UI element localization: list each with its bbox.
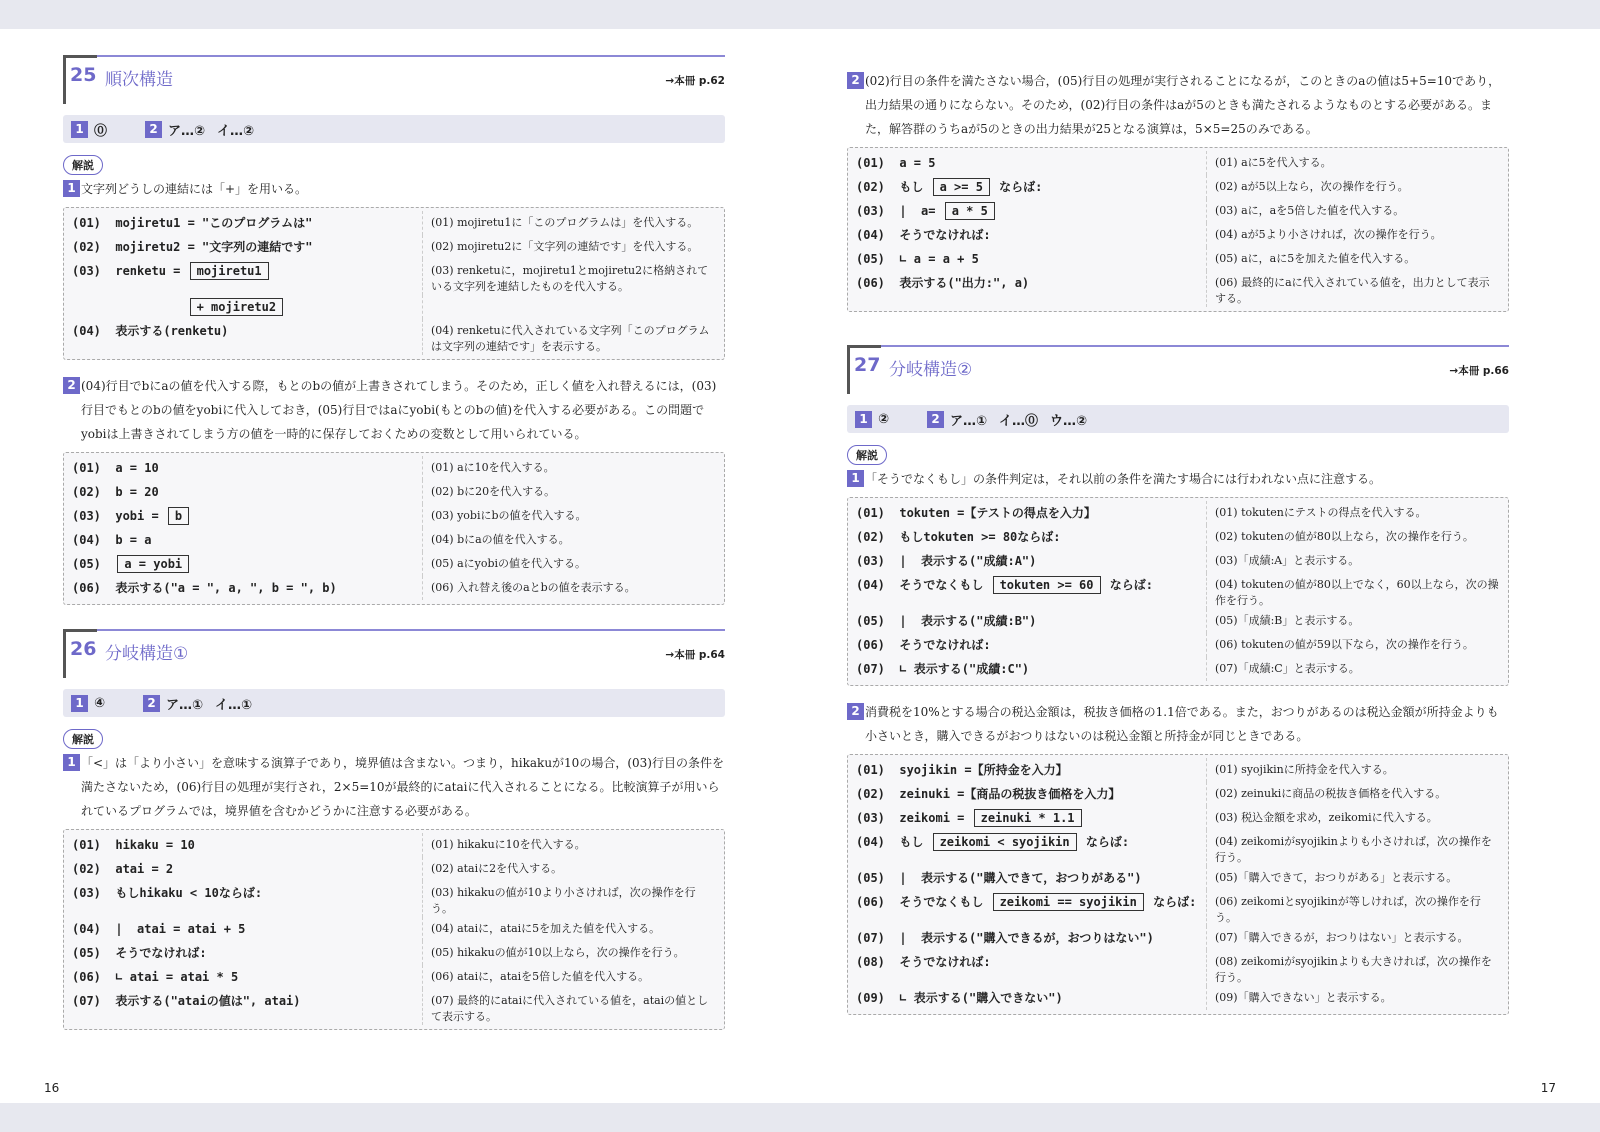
code-row <box>856 549 1500 573</box>
page-number: 17 <box>1540 1081 1556 1095</box>
section-number: 26 <box>63 629 97 669</box>
code-row <box>72 917 716 941</box>
answer: ⓪ <box>94 123 108 139</box>
code-line: (04) そうでなければ: <box>856 228 991 242</box>
code-line: (02) zeinuki =【商品の税抜き価格を入力】 <box>856 787 1121 801</box>
code-explanation: (06) zeikomiとsyojikinが等しければ，次の操作を行う。 <box>1206 890 1500 926</box>
header-rule <box>881 345 1509 347</box>
explanation-paragraph <box>847 700 1509 748</box>
code-explanation: (04) tokutenの値が80以上でなく，60以上なら，次の操作を行う。 <box>1206 573 1500 609</box>
explanation-badge: 解説 <box>63 729 103 749</box>
code-explanation: (02) ataiに2を代入する。 <box>422 857 716 881</box>
section-number: 25 <box>63 55 97 95</box>
code-row <box>72 235 716 259</box>
code-box <box>847 147 1509 312</box>
code-line: (01) tokuten =【テストの得点を入力】 <box>856 506 1096 520</box>
answer: イ…① <box>215 697 253 713</box>
code-row <box>72 456 716 480</box>
code-row <box>856 573 1500 609</box>
code-explanation: (03) renketuに，mojiretu1とmojiretu2に格納されている文字列を連結したものを代入する。 <box>422 259 716 295</box>
answer: ウ…② <box>1050 413 1088 429</box>
code-row <box>856 806 1500 830</box>
code-explanation: (02) aが5以上なら，次の操作を行う。 <box>1206 175 1500 199</box>
code-row <box>856 986 1500 1010</box>
code-row <box>72 881 716 917</box>
answer-box: tokuten >= 60 <box>993 576 1101 594</box>
code-line: (07) ∟ 表示する("成績:C") <box>856 662 1030 676</box>
explanation-badge: 解説 <box>847 445 887 465</box>
explanation-paragraph <box>63 177 725 201</box>
page-reference: →本冊 p.64 <box>665 649 725 661</box>
section-26 <box>63 629 725 1030</box>
code-line: (08) そうでなければ: <box>856 955 991 969</box>
section-25 <box>63 55 725 605</box>
code-explanation: (04) bにaの値を代入する。 <box>422 528 716 552</box>
code-line: (05) | 表示する("成績:B") <box>856 614 1037 628</box>
code-explanation: (04) aが5より小さければ，次の操作を行う。 <box>1206 223 1500 247</box>
header-rule <box>97 55 725 57</box>
code-row <box>856 657 1500 681</box>
code-line: (01) a = 5 <box>856 156 936 170</box>
code-line: (01) a = 10 <box>72 461 159 475</box>
code-line: (05) | 表示する("購入できて，おつりがある") <box>856 871 1142 885</box>
code-line: (05) ∟ a = a + 5 <box>856 252 979 266</box>
code-explanation: (09)「購入できない」と表示する。 <box>1206 986 1500 1010</box>
header-rule <box>97 629 725 631</box>
code-row <box>856 271 1500 307</box>
explanation-text: 消費税を10%とする場合の税込金額は，税抜き価格の1.1倍である。また，おつりがあるのは税込金額が所持金よりも小さいとき，購入できるがおつりはないのは税込金額と所持金が同じときである。 <box>865 705 1499 743</box>
code-line <box>72 295 422 319</box>
question-number: 2 <box>847 703 864 720</box>
answer-box: zeikomi < syojikin <box>933 833 1077 851</box>
code-box <box>63 207 725 360</box>
code-explanation: (06) ataiに，ataiを5倍した値を代入する。 <box>422 965 716 989</box>
code-row <box>72 552 716 576</box>
left-page <box>0 29 800 1103</box>
explanation-paragraph <box>63 751 725 823</box>
question-number: 2 <box>927 411 944 428</box>
code-line: (02) もし a >= 5 ならば: <box>856 180 1043 194</box>
code-row <box>856 525 1500 549</box>
page-reference: →本冊 p.66 <box>1449 365 1509 377</box>
code-row <box>856 175 1500 199</box>
question-number: 2 <box>63 377 80 394</box>
answer: ア…① <box>950 413 988 429</box>
answer: ア…② <box>168 123 206 139</box>
code-row <box>72 211 716 235</box>
code-explanation: (04) ataiに，ataiに5を加えた値を代入する。 <box>422 917 716 941</box>
code-line: (01) syojikin =【所持金を入力】 <box>856 763 1068 777</box>
code-line: (02) b = 20 <box>72 485 159 499</box>
explanation-badge: 解説 <box>63 155 103 175</box>
question-number: 1 <box>63 180 80 197</box>
question-number: 1 <box>855 411 872 428</box>
code-line: (09) ∟ 表示する("購入できない") <box>856 991 1063 1005</box>
answer: イ…⓪ <box>999 413 1039 429</box>
code-explanation: (01) aに10を代入する。 <box>422 456 716 480</box>
section-title: 分岐構造② <box>889 360 973 380</box>
code-row <box>856 199 1500 223</box>
answer-bar <box>847 405 1509 433</box>
page-reference: →本冊 p.62 <box>665 75 725 87</box>
explanation-text: (04)行目でbにaの値を代入する際，もとのbの値が上書きされてしまう。そのため，正しく値を入れ替えるには，(03)行目でもとのbの値をyobiに代入しておき，(05)行目ではaにyobi(もとのbの値)を代入する必要がある。この問題でyobiは上書きされてしまう方の値を一時的に保存しておくための変数として用いられている。 <box>81 379 717 441</box>
answer-box: mojiretu1 <box>190 262 269 280</box>
code-box <box>63 452 725 605</box>
section-header <box>63 629 725 675</box>
code-explanation: (02) tokutenの値が80以上なら，次の操作を行う。 <box>1206 525 1500 549</box>
explanation-paragraph <box>847 467 1509 491</box>
code-row <box>856 926 1500 950</box>
code-explanation: (03) 税込金額を求め，zeikomiに代入する。 <box>1206 806 1500 830</box>
right-page <box>800 29 1600 1103</box>
code-row <box>72 576 716 600</box>
explanation-paragraph <box>847 69 1509 141</box>
code-line: (03) zeikomi = zeinuki * 1.1 <box>856 806 1206 830</box>
code-line: (01) hikaku = 10 <box>72 838 195 852</box>
code-line: (06) 表示する("a = ", a, ", b = ", b) <box>72 581 337 595</box>
code-row <box>72 528 716 552</box>
code-explanation: (07) 最終的にataiに代入されている値を，ataiの値として表示する。 <box>422 989 716 1025</box>
code-row <box>72 989 716 1025</box>
code-line: (03) | 表示する("成績:A") <box>856 554 1037 568</box>
code-explanation: (03) aに，aを5倍した値を代入する。 <box>1206 199 1500 223</box>
answer-box: zeikomi == syojikin <box>993 893 1144 911</box>
code-line: (06) ∟ atai = atai * 5 <box>72 970 239 984</box>
code-row <box>856 151 1500 175</box>
answer-box: b <box>168 507 189 525</box>
code-line: (04) そうでなくもし tokuten >= 60 ならば: <box>856 578 1153 592</box>
code-line: (01) mojiretu1 = "このプログラムは" <box>72 216 313 230</box>
section-header <box>847 345 1509 391</box>
code-row <box>72 504 716 528</box>
code-explanation: (05) hikakuの値が10以上なら，次の操作を行う。 <box>422 941 716 965</box>
code-explanation <box>422 295 716 319</box>
code-line: (06) そうでなくもし zeikomi == syojikin ならば: <box>856 895 1197 909</box>
explanation-paragraph <box>63 374 725 446</box>
code-line: (02) atai = 2 <box>72 862 174 876</box>
code-row <box>72 319 716 355</box>
section-26-continued <box>847 67 1509 312</box>
code-line: (03) もしhikaku < 10ならば: <box>72 886 263 900</box>
explanation-text: 文字列どうしの連結には「+」を用いる。 <box>81 182 308 196</box>
answer-box: a * 5 <box>945 202 995 220</box>
code-line: (03) yobi = b <box>72 504 422 528</box>
code-explanation: (02) mojiretu2に「文字列の連結です」を代入する。 <box>422 235 716 259</box>
code-explanation: (01) tokutenにテストの得点を代入する。 <box>1206 501 1500 525</box>
code-row <box>72 857 716 881</box>
section-number: 27 <box>847 345 881 385</box>
code-row <box>856 633 1500 657</box>
answer-box: + mojiretu2 <box>190 298 283 316</box>
code-box <box>847 497 1509 686</box>
code-row <box>72 259 716 295</box>
code-box <box>847 754 1509 1015</box>
code-row <box>856 866 1500 890</box>
code-box <box>63 829 725 1030</box>
question-number: 1 <box>71 121 88 138</box>
question-number: 1 <box>71 695 88 712</box>
code-row <box>72 480 716 504</box>
code-row <box>856 609 1500 633</box>
section-title: 順次構造 <box>105 70 173 90</box>
code-line: (02) もしtokuten >= 80ならば: <box>856 530 1061 544</box>
code-line: (05) a = yobi <box>72 552 422 576</box>
code-explanation: (04) renketuに代入されている文字列「このプログラムは文字列の連結です」を表示する。 <box>422 319 716 355</box>
answer-box: a = yobi <box>117 555 189 573</box>
page-number: 16 <box>44 1081 60 1095</box>
code-explanation: (01) syojikinに所持金を代入する。 <box>1206 758 1500 782</box>
code-line: (06) そうでなければ: <box>856 638 991 652</box>
code-row <box>856 501 1500 525</box>
code-explanation: (02) bに20を代入する。 <box>422 480 716 504</box>
code-row <box>856 223 1500 247</box>
question-number: 1 <box>847 470 864 487</box>
code-explanation: (08) zeikomiがsyojikinよりも大きければ，次の操作を行う。 <box>1206 950 1500 986</box>
answer-box: a >= 5 <box>933 178 990 196</box>
code-line: (05) そうでなければ: <box>72 946 207 960</box>
explanation-text: 「そうでなくもし」の条件判定は，それ以前の条件を満たす場合には行われない点に注意する。 <box>865 472 1382 486</box>
code-row <box>856 830 1500 866</box>
answer-bar <box>63 115 725 143</box>
code-explanation: (06) 最終的にaに代入されている値を，出力として表示する。 <box>1206 271 1500 307</box>
code-explanation: (06) 入れ替え後のaとbの値を表示する。 <box>422 576 716 600</box>
code-explanation: (03) hikakuの値が10より小さければ，次の操作を行う。 <box>422 881 716 917</box>
code-line: (07) 表示する("ataiの値は", atai) <box>72 994 301 1008</box>
answer-box: zeinuki * 1.1 <box>974 809 1082 827</box>
code-row <box>856 758 1500 782</box>
code-row <box>856 782 1500 806</box>
question-number: 1 <box>63 754 80 771</box>
code-row <box>72 833 716 857</box>
code-line: (07) | 表示する("購入できるが，おつりはない") <box>856 931 1154 945</box>
code-explanation: (07)「購入できるが，おつりはない」と表示する。 <box>1206 926 1500 950</box>
code-line: (04) b = a <box>72 533 152 547</box>
code-explanation: (06) tokutenの値が59以下なら，次の操作を行う。 <box>1206 633 1500 657</box>
question-number: 2 <box>847 72 864 89</box>
code-explanation: (03) yobiにbの値を代入する。 <box>422 504 716 528</box>
section-27 <box>847 345 1509 1015</box>
code-explanation: (01) aに5を代入する。 <box>1206 151 1500 175</box>
code-row <box>856 247 1500 271</box>
explanation-text: (02)行目の条件を満たさない場合，(05)行目の処理が実行されることになるが，このときのaの値は5+5=10であり，出力結果の通りにならない。そのため，(02)行目の条件はaが5のときも満たされるようなものとする必要がある。また，解答群のうちaが5のときの出力結果が25となる演算は，5×5=25のみである。 <box>865 74 1501 136</box>
answer: ② <box>878 411 890 427</box>
question-number: 2 <box>143 695 160 712</box>
code-line: (06) 表示する("出力:", a) <box>856 276 1030 290</box>
code-explanation: (01) mojiretu1に「このプログラムは」を代入する。 <box>422 211 716 235</box>
code-explanation: (07)「成績:C」と表示する。 <box>1206 657 1500 681</box>
answer-bar <box>63 689 725 717</box>
section-title: 分岐構造① <box>105 644 189 664</box>
code-row <box>72 295 716 319</box>
code-line: (02) mojiretu2 = "文字列の連結です" <box>72 240 313 254</box>
code-line: (04) もし zeikomi < syojikin ならば: <box>856 835 1130 849</box>
section-header <box>63 55 725 101</box>
code-explanation: (05)「成績:B」と表示する。 <box>1206 609 1500 633</box>
explanation-text: 「<」は「より小さい」を意味する演算子であり，境界値は含まない。つまり，hikakuが10の場合，(03)行目の条件を満たさないため，(06)行目の処理が実行され，2×5=10が最終的にataiに代入されることになる。比較演算子が用いられているプログラムでは，境界値を含むかどうかに注意する必要がある。 <box>81 756 724 818</box>
code-line: (03) | a= a * 5 <box>856 199 1206 223</box>
answer: ア…① <box>166 697 204 713</box>
code-explanation: (01) hikakuに10を代入する。 <box>422 833 716 857</box>
code-explanation: (05)「購入できて，おつりがある」と表示する。 <box>1206 866 1500 890</box>
code-explanation: (04) zeikomiがsyojikinよりも小さければ，次の操作を行う。 <box>1206 830 1500 866</box>
code-row <box>856 890 1500 926</box>
code-row <box>72 941 716 965</box>
code-line: (03) renketu = mojiretu1 <box>72 259 422 295</box>
code-explanation: (05) aにyobiの値を代入する。 <box>422 552 716 576</box>
question-number: 2 <box>145 121 162 138</box>
code-line: (04) 表示する(renketu) <box>72 324 229 338</box>
answer: イ…② <box>217 123 255 139</box>
code-explanation: (02) zeinukiに商品の税抜き価格を代入する。 <box>1206 782 1500 806</box>
answer: ④ <box>94 695 106 711</box>
code-row <box>856 950 1500 986</box>
code-explanation: (05) aに，aに5を加えた値を代入する。 <box>1206 247 1500 271</box>
code-row <box>72 965 716 989</box>
code-line: (04) | atai = atai + 5 <box>72 922 246 936</box>
code-explanation: (03)「成績:A」と表示する。 <box>1206 549 1500 573</box>
